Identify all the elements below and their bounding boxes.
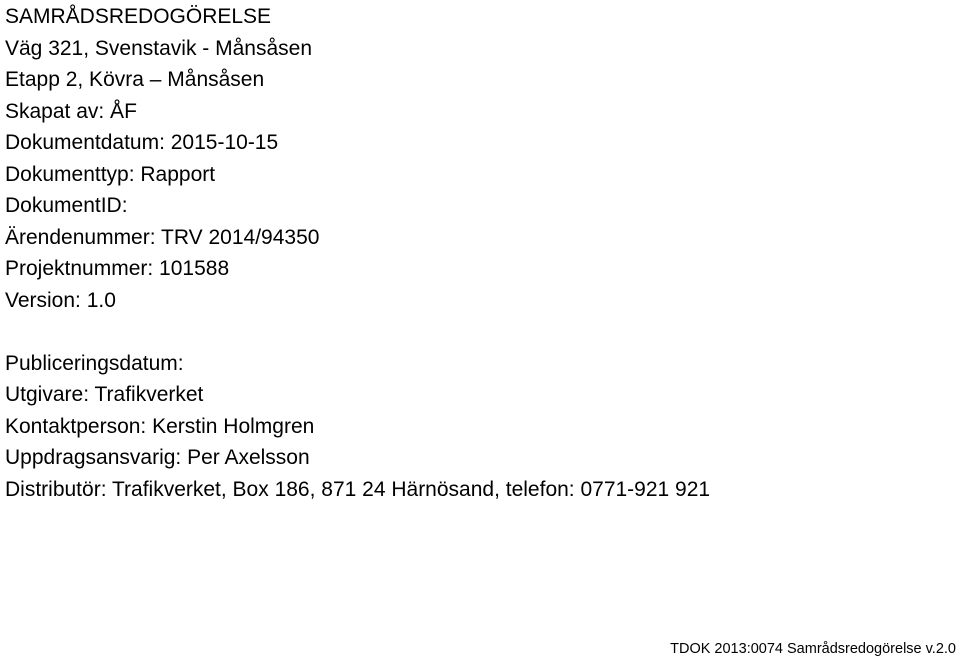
section-spacer xyxy=(5,316,710,348)
contact-person: Kontaktperson: Kerstin Holmgren xyxy=(5,414,315,438)
publisher: Utgivare: Trafikverket xyxy=(5,383,204,406)
project-number: Projektnummer: 101588 xyxy=(5,257,230,280)
document-date: Dokumentdatum: 2015-10-15 xyxy=(5,131,279,154)
project-line: Väg 321, Svenstavik - Månsåsen xyxy=(5,36,313,60)
publication-date: Publiceringsdatum: xyxy=(5,351,184,375)
document-type: Dokumenttyp: Rapport xyxy=(5,162,216,186)
document-metadata xyxy=(5,1,710,505)
distributor: Distributör: Trafikverket, Box 186, 871 24 Härnösand, telefon: 0771-921 921 xyxy=(5,477,711,501)
created-by: Skapat av: ÅF xyxy=(5,99,137,123)
document-id: DokumentID: xyxy=(5,194,128,217)
assignment-manager: Uppdragsansvarig: Per Axelsson xyxy=(5,446,310,469)
case-number: Ärendenummer: TRV 2014/94350 xyxy=(5,225,320,249)
stage-line: Etapp 2, Kövra – Månsåsen xyxy=(5,68,265,91)
footer-template-id: TDOK 2013:0074 Samrådsredogörelse v.2.0 xyxy=(670,641,956,657)
version: Version: 1.0 xyxy=(5,288,116,312)
document-title: SAMRÅDSREDOGÖRELSE xyxy=(5,5,272,28)
